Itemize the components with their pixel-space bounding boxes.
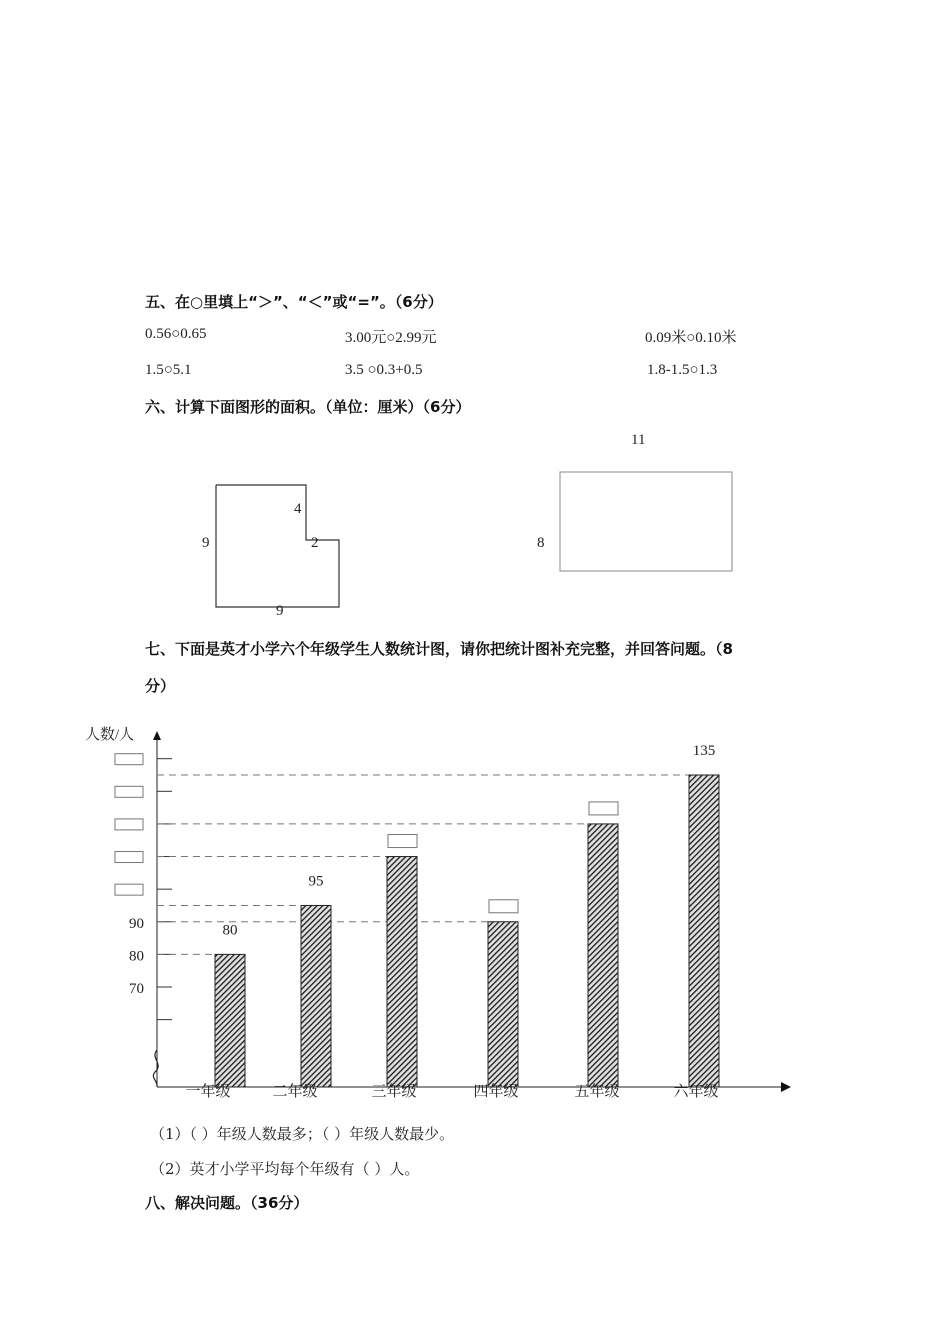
bar-6	[689, 775, 719, 1087]
x-tick-label: 四年级	[473, 1084, 519, 1100]
section6-heading: 六、计算下面图形的面积。（单位：厘米）（6分）	[145, 398, 471, 416]
bar-value-label: 80	[222, 922, 238, 939]
compare-item-3: 0.09米○0.10米	[645, 330, 737, 346]
x-axis-arrow	[781, 1082, 791, 1092]
y-tick-answer-box	[115, 852, 143, 863]
bar-value-answer-box	[589, 802, 618, 815]
bar-1	[215, 954, 245, 1087]
bar-value-answer-box	[489, 900, 518, 913]
shape1-notch-top-label: 4	[294, 501, 302, 517]
y-tick-label: 90	[129, 915, 144, 932]
y-axis-label: 人数/人	[85, 727, 135, 743]
x-tick-label: 三年级	[371, 1084, 417, 1100]
section7-heading-line2: 分）	[145, 677, 176, 695]
compare-item-4: 1.5○5.1	[145, 362, 192, 378]
compare-item-6: 1.8-1.5○1.3	[647, 362, 718, 378]
compare-item-2: 3.00元○2.99元	[345, 330, 437, 346]
bar-value-label: 135	[692, 743, 716, 759]
y-tick-answer-box	[115, 754, 143, 765]
shape1-bottom-label: 9	[276, 603, 284, 619]
y-tick-label: 80	[129, 948, 144, 965]
y-tick-answer-box	[115, 786, 143, 797]
section5-heading: 五、在○里填上“＞”、“＜”或“=”。（6分）	[145, 293, 443, 311]
y-tick-answer-box	[115, 819, 143, 830]
y-tick-answer-box	[115, 884, 143, 895]
x-tick-label: 六年级	[673, 1084, 719, 1100]
bar-value-answer-box	[388, 835, 417, 848]
question-1: （1）（ ）年级人数最多；（ ）年级人数最少。	[150, 1125, 455, 1143]
shape2-left-label: 8	[537, 535, 545, 551]
bar-value-label: 95	[308, 873, 324, 890]
question-2: （2）英才小学平均每个年级有（ ）人。	[150, 1160, 420, 1178]
bar-4	[488, 922, 518, 1087]
compare-item-1: 0.56○0.65	[145, 326, 207, 342]
shape1-notch-side-label: 2	[311, 535, 319, 551]
y-axis-arrow	[153, 731, 161, 740]
bar-2	[301, 905, 331, 1087]
x-tick-label: 二年级	[272, 1084, 318, 1100]
x-tick-label: 五年级	[574, 1084, 620, 1100]
section7-heading-line1: 七、下面是英才小学六个年级学生人数统计图，请你把统计图补充完整，并回答问题。（8	[145, 640, 733, 658]
bar-5	[588, 824, 618, 1087]
x-tick-label: 一年级	[185, 1084, 231, 1100]
compare-item-5: 3.5 ○0.3+0.5	[345, 362, 423, 378]
y-tick-label: 70	[129, 981, 144, 997]
shape1-left-label: 9	[202, 535, 210, 551]
section8-heading: 八、解决问题。（36分）	[145, 1194, 309, 1212]
shape2-top-label: 11	[631, 432, 646, 448]
bar-3	[387, 857, 417, 1087]
